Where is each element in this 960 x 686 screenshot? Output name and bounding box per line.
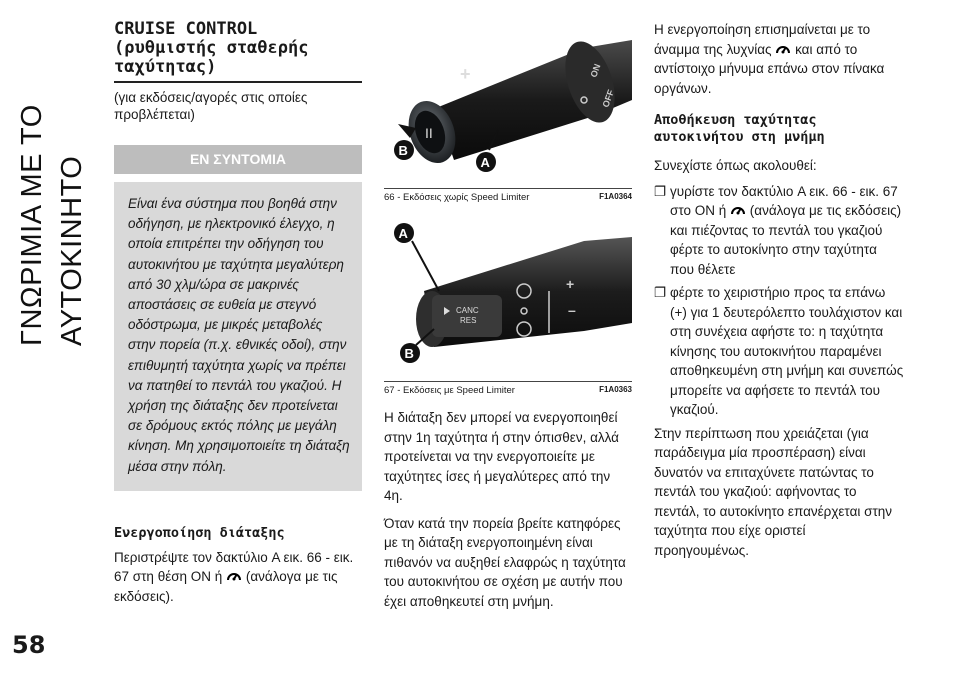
section-subtitle: (για εκδόσεις/αγορές στις οποίες προβλέπεται) [114, 90, 308, 122]
store-speed-heading: Αποθήκευση ταχύτητας αυτοκινήτου στη μνήμη [654, 112, 825, 145]
paragraph [654, 20, 904, 98]
caption-text: 67 - Εκδόσεις με Speed Limiter [384, 385, 515, 396]
list-item-text: φέρτε το χειριστήριο προς τα επάνω (+) για 1 δευτερόλεπτο τουλάχιστον και στη συνέχεια αφήστε το: η ταχύτητα κίνησης του αυτοκινήτου παραμένει αποθηκευμένη στη μνήμη και συνεπώς μπορείτε να αφήσετε το πεντάλ του γκαζιού. [670, 285, 904, 417]
page-number: 58 [12, 631, 46, 659]
cruise-control-icon [226, 569, 242, 583]
list-item-text-part: γυρίστε τον δακτύλιο A εικ. 66 - εικ. 67 στο ON ή [670, 183, 898, 218]
paragraph-part: και από το αντίστοιχο μήνυμα επάνω στον πίνακα οργάνων. [654, 41, 885, 96]
column-1 [114, 20, 362, 606]
res-label: RES [460, 316, 477, 325]
summary-box: Είναι ένα σύστημα που βοηθά στην οδήγηση, με ηλεκτρονικό έλεγχο, η οποία επιτρέπει την οδήγηση του αυτοκινήτου με ταχύτητα μεγαλύτερη από 30 χλμ/ώρα σε μακρινές αποστάσεις σε ευθεία με στεγνό οδόστρωμα, με μικρές μεταβολές στην πορεία (π.χ. εθνικές οδοί), στην επιθυμητή ταχύτητα χωρίς να πρέπει να πατηθεί το πεντάλ του γκαζιού. Η χρήση της διάταξης δεν προτείνεται σε δρόμους εκτός πόλης με μεγάλη κίνηση. Μη χρησιμοποιείτε τη διάταξη μέσα στην πόλη. [114, 182, 362, 491]
activation-text-part: Περιστρέψτε τον δακτύλιο A εικ. 66 - εικ. 67 στη θέση ON ή [114, 549, 354, 585]
canc-label: CANC [456, 306, 479, 315]
list-item-text [670, 182, 904, 280]
bullet-icon: ❐ [654, 183, 667, 199]
paragraph: Η διάταξη δεν μπορεί να ενεργοποιηθεί στην 1η ταχύτητα ή στην όπισθεν, αλλά προτείνεται να την ενεργοποιείτε με ταχύτητες ίσες ή μεγαλύτερες από την 4η. [384, 410, 619, 503]
column-3 [654, 20, 904, 560]
title-line-2: (ρυθμιστής σταθερής [114, 38, 309, 58]
list-item [654, 182, 904, 280]
switch-off-label: OFF [600, 88, 617, 109]
activation-text [114, 548, 362, 607]
figure-caption [384, 188, 632, 203]
cruise-control-icon [730, 203, 746, 217]
paragraph: Στην περίπτωση που χρειάζεται (για παράδειγμα μία προσπέραση) είναι δυνατόν να επιταχύνετε πατώντας το πεντάλ του γκαζιού: αφήνοντας το πεντάλ, το αυτοκίνητο επανέρχεται στην ταχύτητα που είχε οριστεί προηγουμένως. [654, 425, 893, 558]
figure-66 [384, 20, 632, 203]
figure-caption [384, 381, 632, 396]
paragraph-part: Η ενεργοποίηση επισημαίνεται με το άναμμα της λυχνίας [654, 22, 871, 57]
plus-symbol: + [460, 64, 471, 84]
summary-heading: ΕΝ ΣΥΝΤΟΜΙΑ [114, 145, 362, 174]
list-item-text-part: (ανάλογα με τις εκδόσεις) και πιέζοντας το πεντάλ του γκαζιού φέρτε το αυτοκίνητο στην ταχύτητα που θέλετε [670, 203, 902, 277]
figure-67 [384, 211, 632, 396]
activation-heading: Ενεργοποίηση διάταξης [114, 524, 285, 541]
column-2 [384, 20, 632, 611]
section-title [114, 20, 362, 83]
sidebar [0, 0, 88, 686]
bullet-icon: ❐ [654, 285, 667, 300]
caption-text: 66 - Εκδόσεις χωρίς Speed Limiter [384, 192, 530, 203]
figure-label-b: B [398, 143, 408, 158]
activation-text-part: (ανάλογα με τις εκδόσεις). [114, 569, 338, 604]
cruise-control-icon [775, 42, 791, 56]
svg-text:II: II [425, 125, 433, 141]
figure-label-a: A [398, 226, 408, 241]
paragraph: Συνεχίστε όπως ακολουθεί: [654, 158, 817, 173]
title-line-1: CRUISE CONTROL [114, 19, 258, 39]
figure-code: F1A0363 [599, 385, 632, 394]
figure-label-a: A [480, 155, 490, 170]
title-line-3: ταχύτητας) [114, 57, 217, 77]
stalk-illustration-66 [384, 20, 632, 188]
svg-text:–: – [568, 302, 576, 318]
figure-code: F1A0364 [599, 192, 632, 201]
list-item [654, 283, 904, 420]
switch-on-label: ON [588, 62, 603, 79]
stalk-illustration-67 [384, 211, 632, 381]
figure-label-b: B [404, 346, 414, 361]
section-side-title: ΓΝΩΡΙΜΙΑ ΜΕ ΤΟ ΑΥΤΟΚΙΝΗΤΟ [16, 104, 88, 346]
paragraph: Όταν κατά την πορεία βρείτε κατηφόρες με τη διάταξη ενεργοποιημένη είναι πιθανόν να αυξηθεί ελαφρώς η ταχύτητα του αυτοκινήτου σε σχέση με αυτήν που έχει αποθηκευτεί στη μνήμη. [384, 515, 626, 609]
svg-text:+: + [566, 276, 575, 292]
